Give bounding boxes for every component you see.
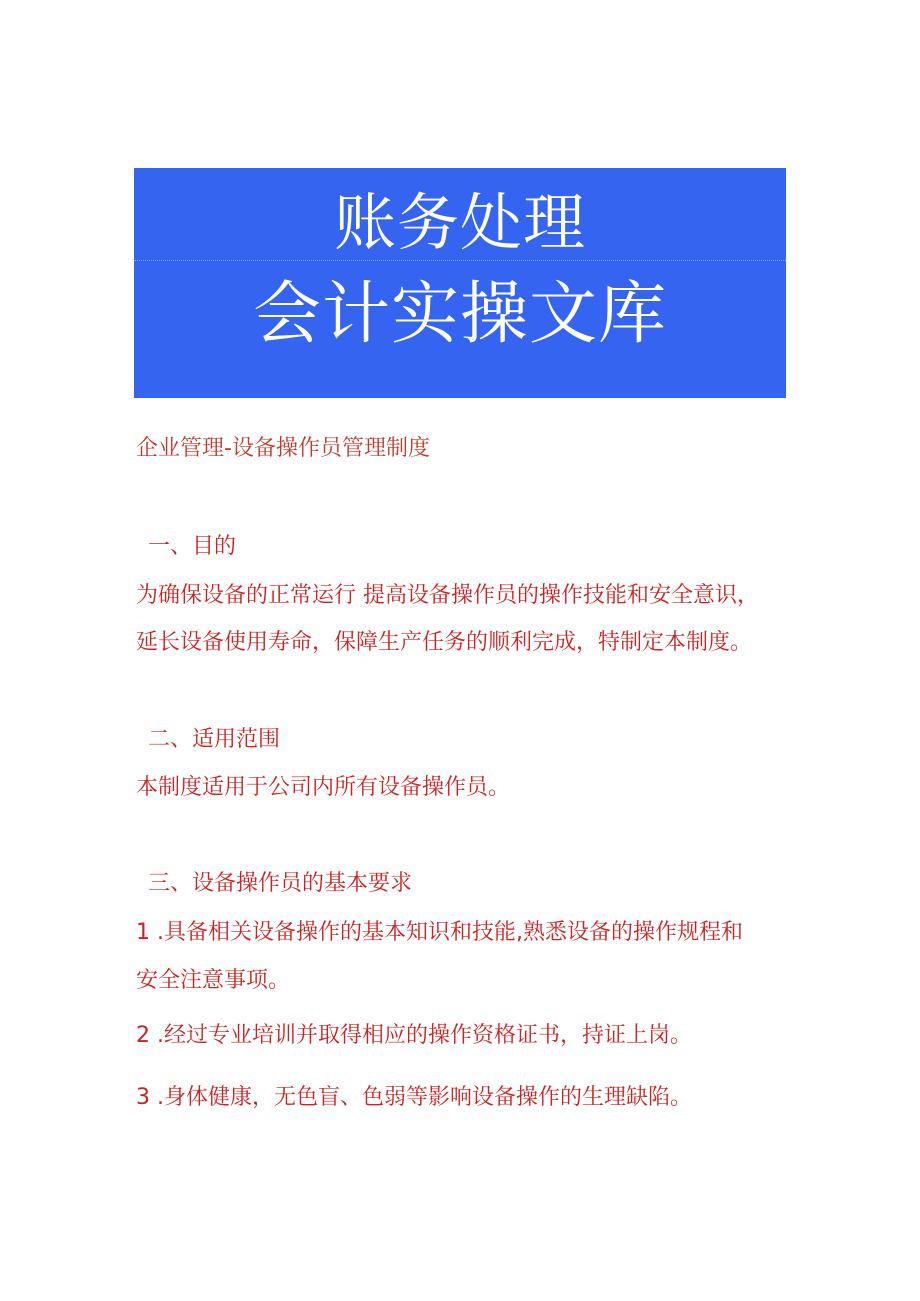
document-title: 企业管理-设备操作员管理制度 <box>136 436 430 461</box>
banner-title-line2: 会计实操文库 <box>252 275 667 354</box>
banner-divider <box>134 260 786 261</box>
list-item: 1 .具备相关设备操作的基本知识和技能,熟悉设备的操作规程和 <box>136 920 743 945</box>
list-item: 2 .经过专业培训并取得相应的操作资格证书，持证上岗。 <box>136 1023 692 1048</box>
list-item-continuation: 安全注意事项。 <box>136 968 291 993</box>
paragraph-line: 本制度适用于公司内所有设备操作员。 <box>136 775 511 800</box>
list-item: 3 .身体健康，无色盲、色弱等影响设备操作的生理缺陷。 <box>136 1085 692 1110</box>
section-heading-purpose: 一、目的 <box>148 534 237 559</box>
banner-title-line1: 账务处理 <box>333 186 586 259</box>
paragraph-line: 为确保设备的正常运行 提高设备操作员的操作技能和安全意识， <box>136 583 759 608</box>
title-banner <box>134 168 786 398</box>
section-heading-requirements: 三、设备操作员的基本要求 <box>148 871 413 896</box>
paragraph-line: 延长设备使用寿命，保障生产任务的顺利完成，特制定本制度。 <box>136 630 753 655</box>
section-heading-scope: 二、适用范围 <box>148 727 281 752</box>
